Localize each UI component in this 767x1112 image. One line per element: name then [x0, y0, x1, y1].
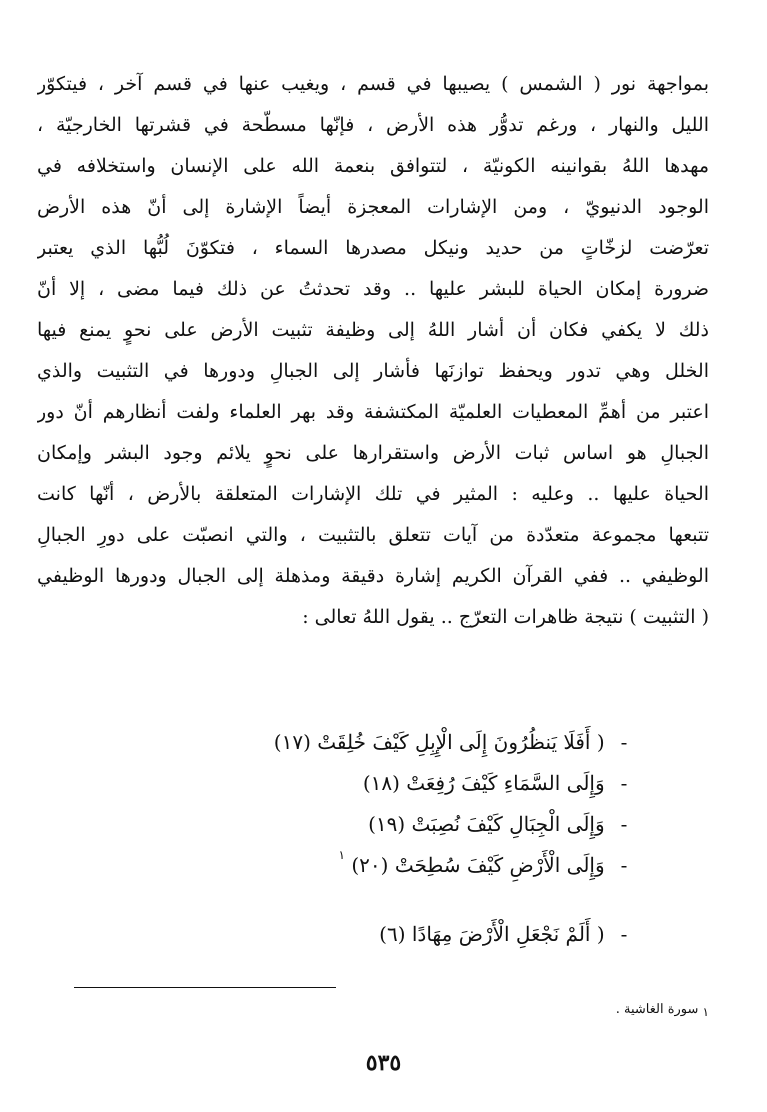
verse-item	[117, 722, 637, 763]
paragraph-line: ضرورة إمكان الحياة للبشر عليها .. وقد تحدثتُ عن ذلك فيما مضى ، إلا أنّ	[37, 278, 709, 300]
list-dash: -	[620, 853, 628, 877]
list-dash: -	[620, 730, 628, 754]
verse-text: وَإِلَى السَّمَاءِ كَيْفَ رُفِعَتْ (١٨)	[362, 771, 605, 795]
paragraph-line: مهدها اللهُ بقوانينه الكونيّة ، لتتوافق بنعمة الله على الإنسان واستخلافه في	[37, 155, 709, 177]
list-dash: -	[620, 812, 628, 836]
verse-text: ( أَفَلَا يَنظُرُونَ إِلَى الْإِبِلِ كَيْفَ خُلِقَتْ (١٧)	[273, 730, 605, 754]
verse-item	[117, 763, 637, 804]
list-dash: -	[620, 922, 628, 946]
paragraph-line: الحياة عليها .. وعليه : المثير في تلك الإشارات المتعلقة بالأرض ، أنّها كانت	[37, 483, 709, 505]
paragraph-line: ذلك لا يكفي فكان أن أشار اللهُ إلى وظيفة تثبيت الأرض على نحوٍ يمنع فيها	[37, 319, 709, 341]
paragraph-line: اعتبر من أهمِّ المعطيات العلميّة المكتشفة وقد بهر العلماء ولفت أنظارهم أنّ دور	[37, 401, 709, 423]
paragraph-line: تعرّضت لزخّاتٍ من حديد ونيكل مصدرها السماء ، فتكوّنَ لُبُّها الذي يعتبر	[37, 237, 709, 259]
paragraph-line: بمواجهة نور ( الشمس ) يصيبها في قسم ، ويغيب عنها في قسم آخر ، فيتكوّر	[37, 73, 709, 95]
footnote-text: سورة الغاشية .	[615, 1002, 699, 1017]
page-number: ٥٣٥	[365, 1050, 402, 1076]
footnote-mark: ١	[702, 1005, 709, 1019]
verse-text: وَإِلَى الْجِبَالِ كَيْفَ نُصِبَتْ (١٩)	[368, 812, 605, 836]
paragraph-line: الوظيفي .. ففي القرآن الكريم إشارة دقيقة ومذهلة إلى الجبال ودورها الوظيفي	[37, 565, 709, 587]
verse-item	[117, 804, 637, 845]
footnote-divider	[74, 987, 336, 988]
verse-item	[117, 914, 637, 955]
paragraph-line: الخلل وهي تدور ويحفظ توازنَها فأشار إلى الجبالِ ودورها في التثبيت والذي	[37, 360, 709, 382]
paragraph-line: تتبعها مجموعة متعدّدة من آيات تتعلق بالتثبيت ، والتي انصبّت على دورِ الجبالِ	[37, 524, 709, 546]
list-dash: -	[620, 771, 628, 795]
paragraph-line: الوجود الدنيويّ ، ومن الإشارات المعجزة أيضاً الإشارة إلى أنّ هذه الأرض	[37, 196, 709, 218]
footnote-reference: ١	[338, 848, 345, 862]
quran-verse-list	[117, 722, 637, 955]
verse-text: ( أَلَمْ نَجْعَلِ الْأَرْضَ مِهَادًا (٦)	[379, 922, 605, 946]
verse-item	[117, 845, 637, 886]
paragraph-line: الليل والنهار ، ورغم تدوُّر هذه الأرض ، فإنّها مسطّحة في قشرتها الخارجيّة ،	[37, 114, 709, 136]
footnote	[616, 1002, 709, 1022]
body-paragraph	[37, 64, 709, 638]
verse-text: وَإِلَى الْأَرْضِ كَيْفَ سُطِحَتْ (٢٠)	[351, 853, 605, 877]
paragraph-line: ( التثبيت ) نتيجة ظاهرات التعرّج .. يقول اللهُ تعالى :	[302, 606, 709, 628]
paragraph-line: الجبالِ هو اساس ثبات الأرض واستقرارها على نحوٍ يلائم وجود البشر وإمكان	[37, 442, 709, 464]
